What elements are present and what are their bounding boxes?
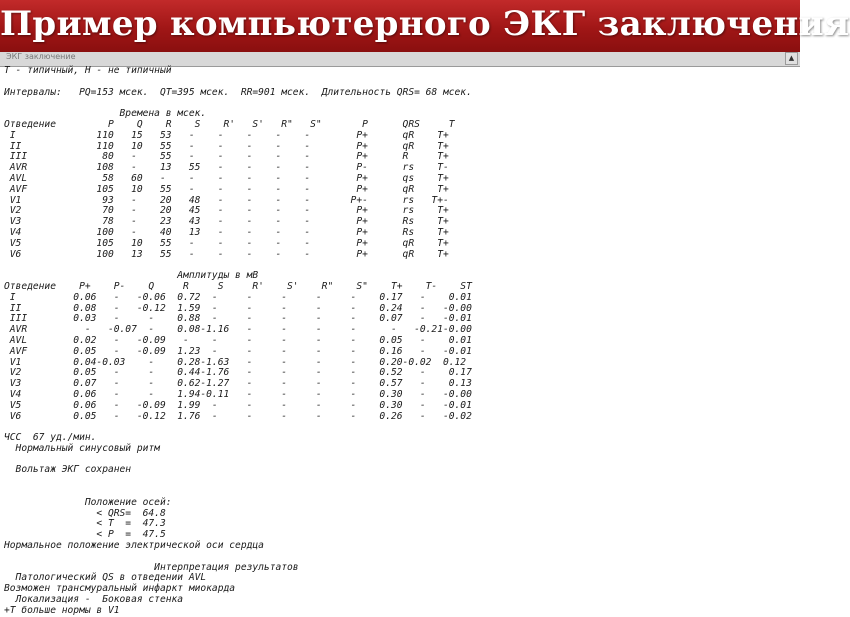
- report-line: [4, 476, 794, 487]
- report-line: V5 0.06 - -0.09 1.99 - - - - - 0.30 - -0.01: [4, 399, 472, 411]
- report-line: Нормальный синусовый ритм: [4, 442, 160, 454]
- report-line: AVR - -0.07 - 0.08-1.16 - - - - - -0.21-0.00: [4, 324, 472, 336]
- report-line: I 0.06 - -0.06 0.72 - - - - - 0.17 - 0.01: [4, 291, 472, 303]
- report-line: Отведение P Q R S R' S' R" S" P QRS T: [4, 118, 455, 130]
- report-line: III 80 - 55 - - - - - P+ R T+: [4, 151, 449, 163]
- report-line: V3 0.07 - - 0.62-1.27 - - - - 0.57 - 0.13: [4, 378, 472, 390]
- slide-title: Пример компьютерного ЭКГ заключения: [0, 4, 850, 44]
- report-line: AVL 0.02 - -0.09 - - - - - - 0.05 - 0.01: [4, 334, 472, 346]
- report-line: V4 100 - 40 13 - - - - P+ Rs T+: [4, 226, 449, 238]
- report-line: AVF 0.05 - -0.09 1.23 - - - - - 0.16 - -0.01: [4, 345, 472, 357]
- report-line: +Т больше нормы в V1: [4, 604, 120, 616]
- report-line: III 0.03 - - 0.88 - - - - - 0.07 - -0.01: [4, 313, 472, 325]
- report-line: Т - типичный, Н - не типичный: [4, 65, 172, 76]
- report-line: Положение осей:: [4, 496, 172, 508]
- scroll-up-arrow-icon[interactable]: ▲: [785, 52, 798, 65]
- report-line: Отведение P+ P- Q R S R' S' R" S" T+ T- ST: [4, 280, 472, 292]
- report-line: V3 78 - 23 43 - - - - P+ Rs T+: [4, 216, 449, 228]
- ecg-report-text: [4, 65, 794, 616]
- report-line: ЧСС 67 уд./мин.: [4, 432, 97, 444]
- report-line: V6 100 13 55 - - - - - P+ qR T+: [4, 248, 449, 260]
- report-line: V4 0.06 - - 1.94-0.11 - - - - 0.30 - -0.00: [4, 388, 472, 400]
- report-line: V5 105 10 55 - - - - - P+ qR T+: [4, 237, 449, 249]
- report-line: AVR 108 - 13 55 - - - - P- rs T-: [4, 162, 449, 174]
- report-line: < P = 47.5: [4, 529, 166, 541]
- report-line: Амплитуды в мВ: [4, 270, 259, 282]
- report-line: I 110 15 53 - - - - - P+ qR T+: [4, 129, 449, 141]
- title-bar: [0, 0, 850, 53]
- report-line: II 0.08 - -0.12 1.59 - - - - - 0.24 - -0.00: [4, 302, 472, 314]
- report-line: [4, 77, 794, 88]
- report-line: Вольтаж ЭКГ сохранен: [4, 464, 132, 476]
- report-line: Интерпретация результатов: [4, 561, 299, 573]
- report-line: II 110 10 55 - - - - - P+ qR T+: [4, 140, 449, 152]
- report-line: V1 93 - 20 48 - - - - P+- rs T+-: [4, 194, 449, 206]
- report-line: Времена в мсек.: [4, 108, 207, 120]
- report-line: < QRS= 64.8: [4, 507, 166, 519]
- report-line: Интервалы: PQ=153 мсек. QT=395 мсек. RR=901 мсек. Длительность QRS= 68 мсек.: [4, 86, 472, 98]
- report-line: AVL 58 60 - - - - - - P+ qs T+: [4, 172, 449, 184]
- report-line: [4, 422, 794, 433]
- report-line: Локализация - Боковая стенка: [4, 594, 184, 606]
- window-caption: ЭКГ заключение: [6, 52, 76, 61]
- report-line: V2 70 - 20 45 - - - - P+ rs T+: [4, 205, 449, 217]
- report-line: AVF 105 10 55 - - - - - P+ qR T+: [4, 183, 449, 195]
- report-line: V2 0.05 - - 0.44-1.76 - - - - 0.52 - 0.17: [4, 367, 472, 379]
- report-line: V6 0.05 - -0.12 1.76 - - - - - 0.26 - -0.02: [4, 410, 472, 422]
- report-line: < T = 47.3: [4, 518, 166, 530]
- report-line: Возможен трансмуральный инфаркт миокарда: [4, 583, 236, 595]
- report-line: Нормальное положение электрической оси сердца: [4, 540, 264, 552]
- report-line: Патологический QS в отведении AVL: [4, 572, 207, 584]
- report-line: V1 0.04-0.03 - 0.28-1.63 - - - - 0.20-0.02 0.12: [4, 356, 467, 368]
